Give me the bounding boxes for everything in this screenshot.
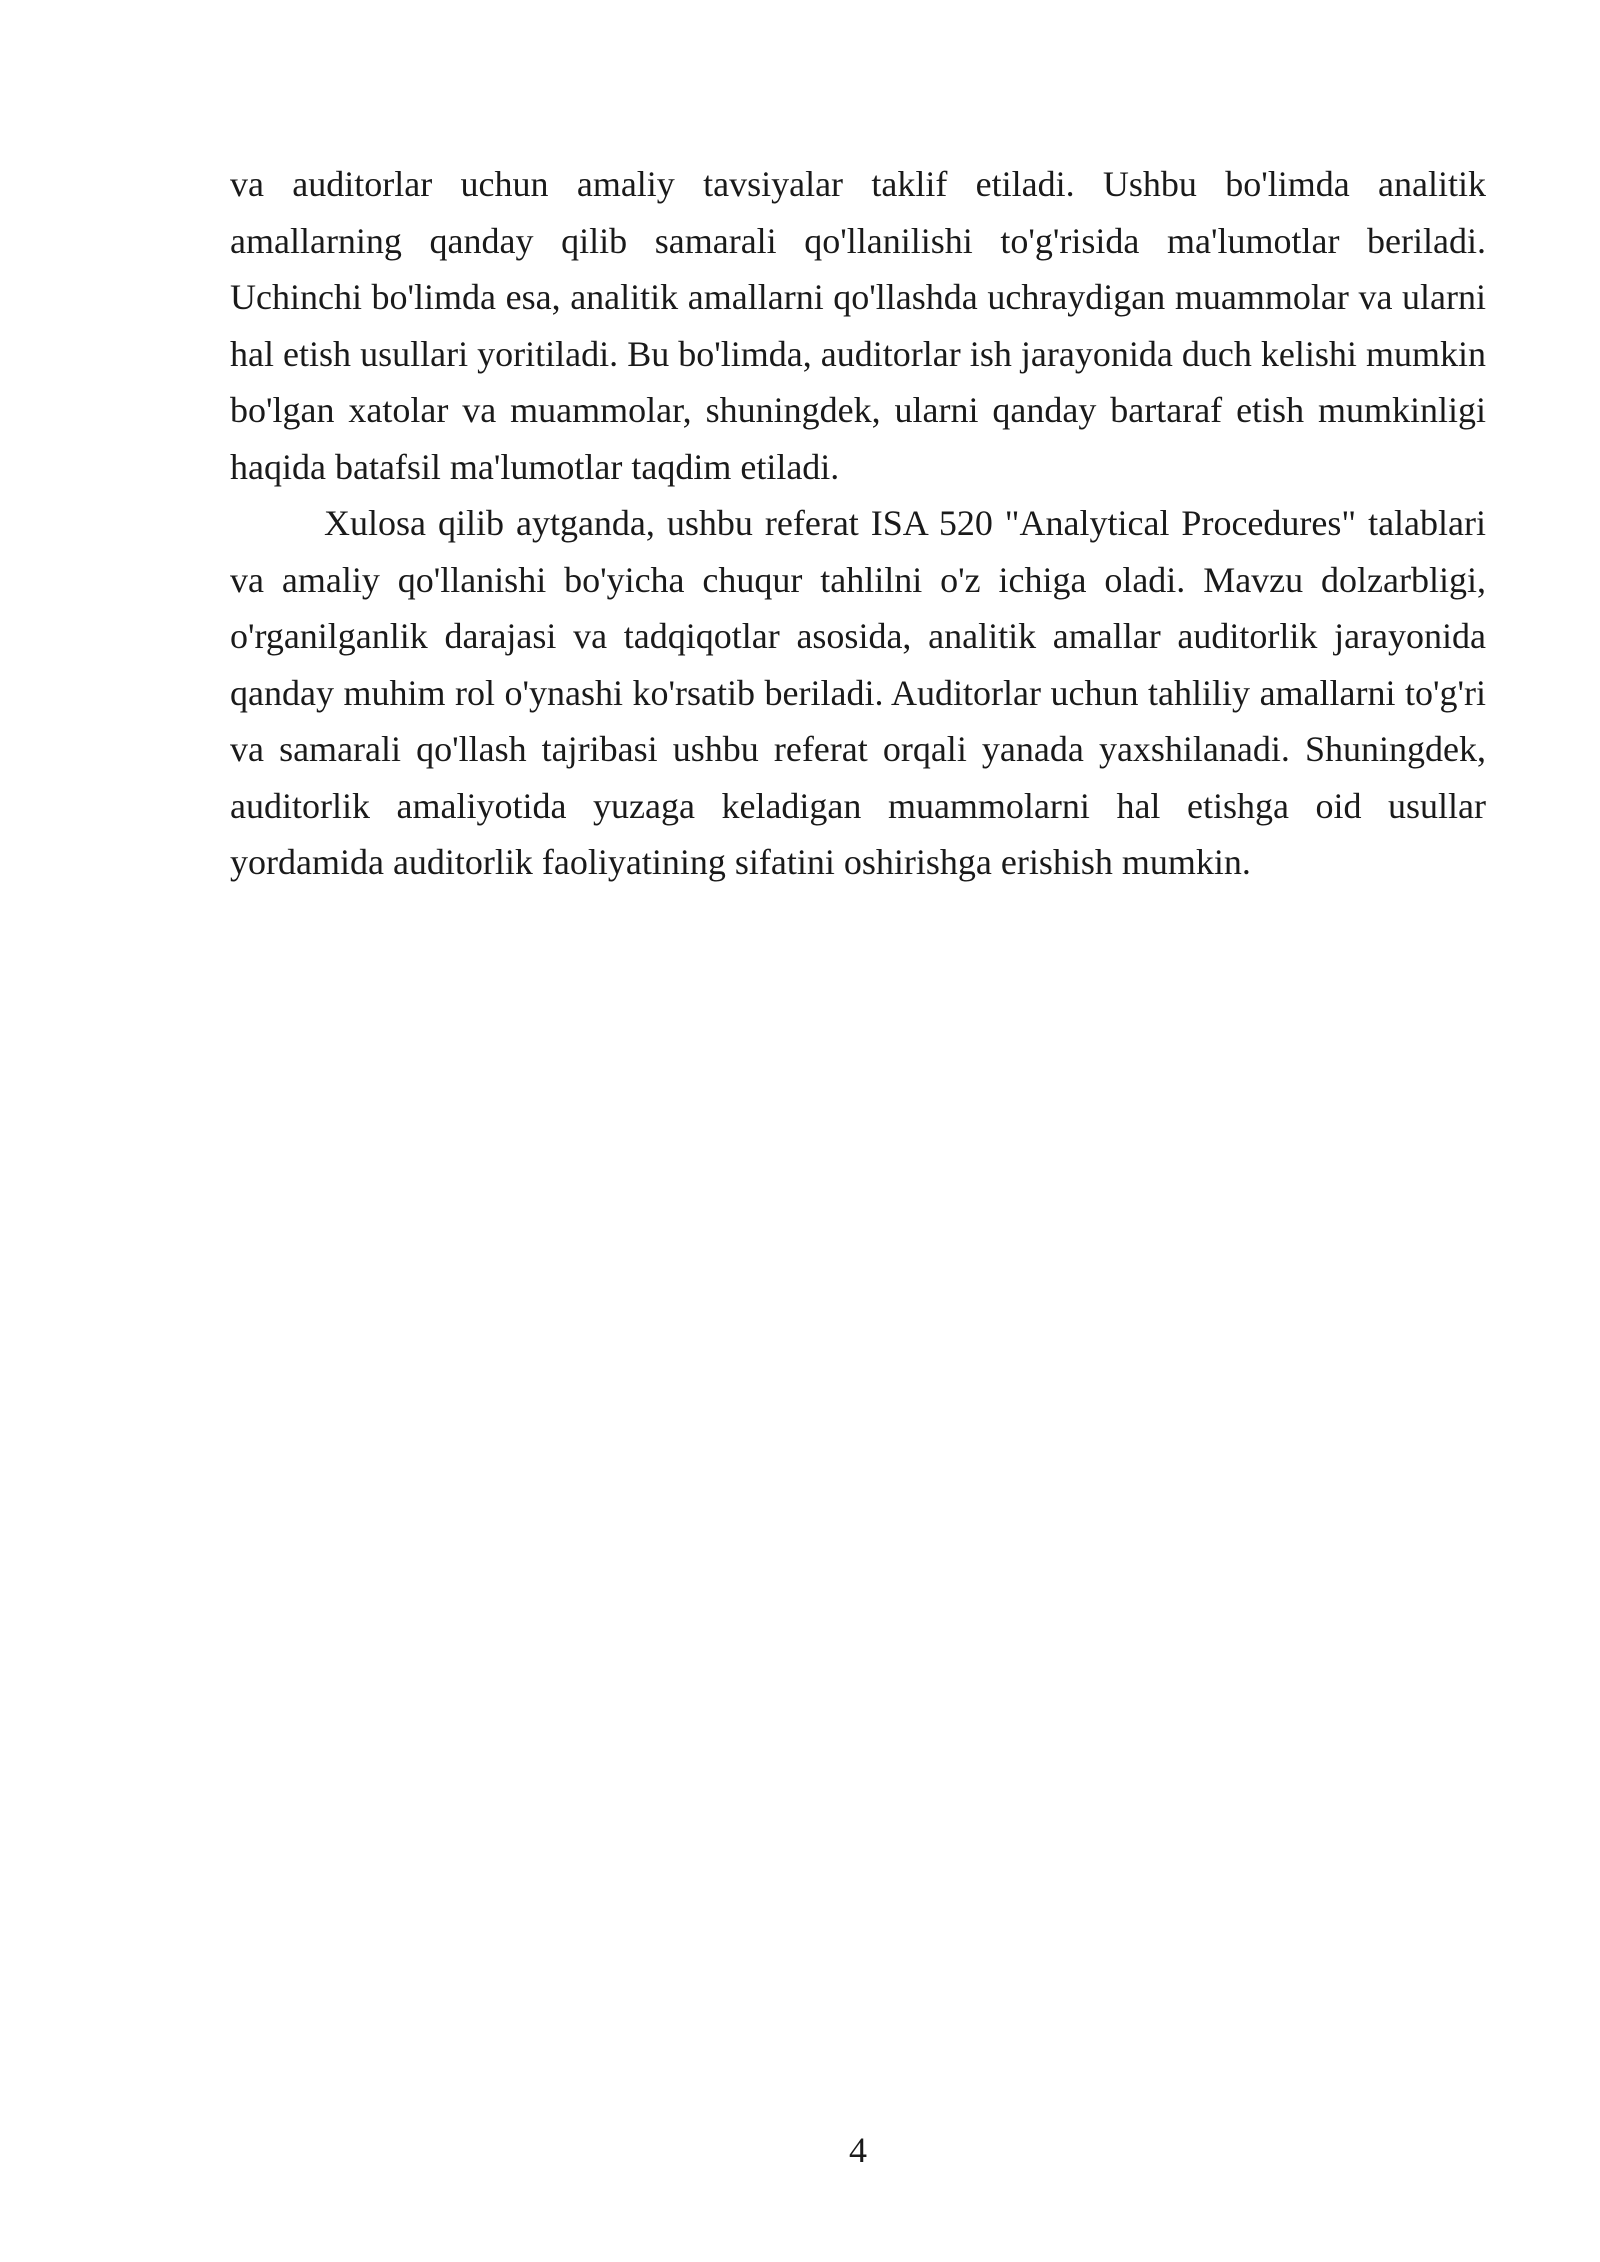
page-number: 4: [849, 2130, 867, 2170]
paragraph-conclusion: Xulosa qilib aytganda, ushbu referat ISA 520 "Analytical Procedures" talablari va amaliy qo'llanishi bo'yicha chuqur tahlilni o'z ichiga oladi. Mavzu dolzarbligi, o'rganilganlik darajasi va tadqiqotlar asosida, analitik amallar auditorlik jarayonida qanday muhim rol o'ynashi ko'rsatib beriladi. Auditorlar uchun tahliliy amallarni to'g'ri va samarali qo'llash tajribasi ushbu referat orqali yanada yaxshilanadi. Shuningdek, auditorlik amaliyotida yuzaga keladigan muammolarni hal etishga oid usullar yordamida auditorlik faoliyatining sifatini oshirishga erishish mumkin.: [230, 503, 1486, 882]
paragraph-continuation: va auditorlar uchun amaliy tavsiyalar taklif etiladi. Ushbu bo'limda analitik amallarning qanday qilib samarali qo'llanilishi to'g'risida ma'lumotlar beriladi. Uchinchi bo'limda esa, analitik amallarni qo'llashda uchraydigan muammolar va ularni hal etish usullari yoritiladi. Bu bo'limda, auditorlar ish jarayonida duch kelishi mumkin bo'lgan xatolar va muammolar, shuningdek, ularni qanday bartaraf etish mumkinligi haqida batafsil ma'lumotlar taqdim etiladi.: [230, 164, 1486, 487]
body-text: [230, 156, 1486, 891]
